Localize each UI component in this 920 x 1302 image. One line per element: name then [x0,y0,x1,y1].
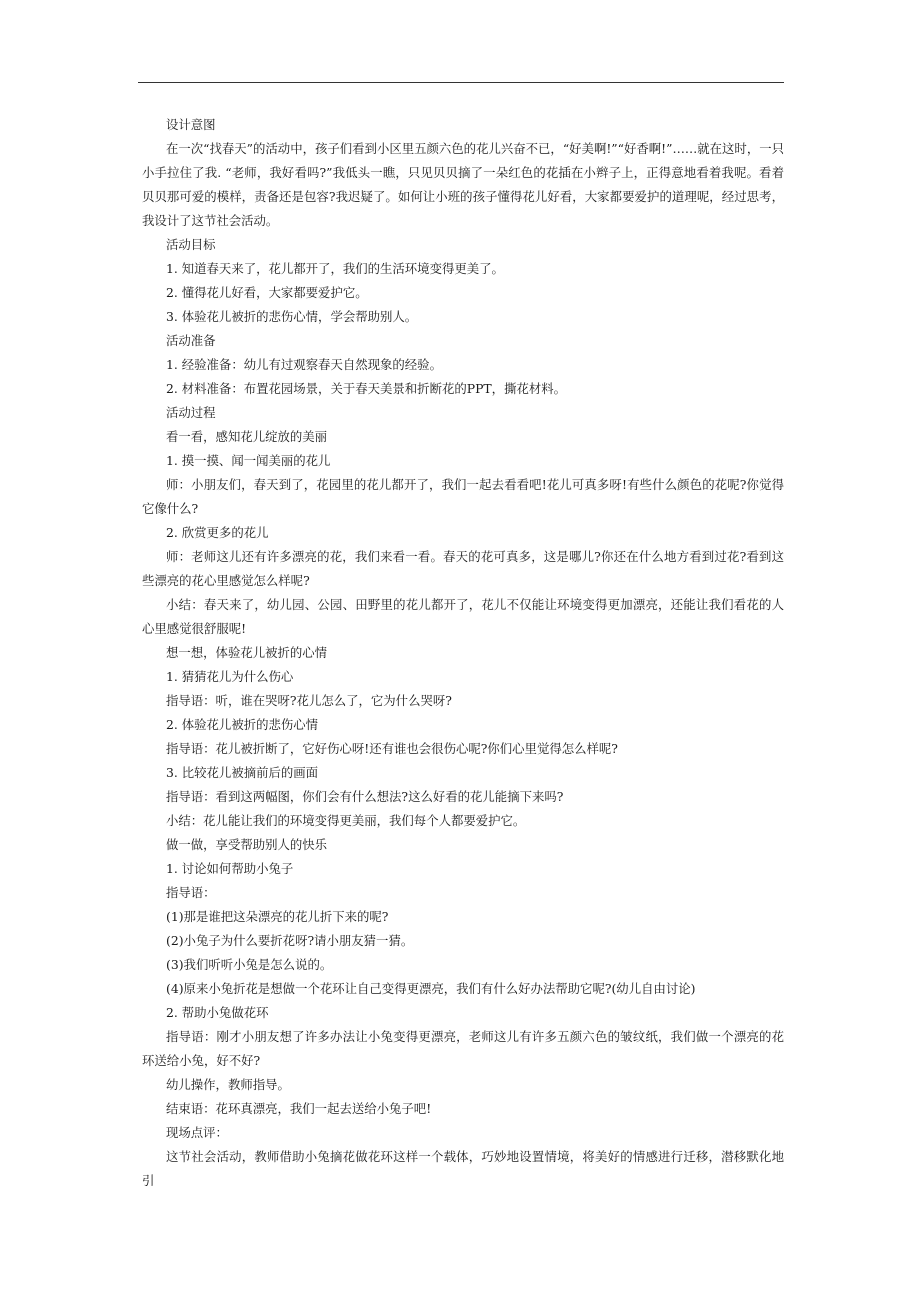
question-item: (2)小兔子为什么要折花呀?请小朋友猜一猜。 [166,933,414,948]
body-text: 结束语：花环真漂亮，我们一起去送给小兔子吧! [166,1101,432,1116]
body-text: 指导语： [166,885,216,900]
heading-activity-process: 活动过程 [166,405,216,420]
body-text: 指导语：刚才小朋友想了许多办法让小兔变得更漂亮，老师这儿有许多五颜六色的皱纹纸，我们做一个漂亮的花环送给小兔，好不好? [142,1029,784,1068]
step-heading: 2. 欣赏更多的花儿 [166,525,269,540]
heading-activity-prep: 活动准备 [166,333,216,348]
goal-item: 2. 懂得花儿好看，大家都要爱护它。 [166,285,368,300]
body-text: 指导语：花儿被折断了，它好伤心呀!还有谁也会很伤心呢?你们心里觉得怎么样呢? [166,741,618,756]
step-heading: 3. 比较花儿被摘前后的画面 [166,765,319,780]
body-text: 幼儿操作，教师指导。 [166,1077,290,1092]
section-heading: 想一想，体验花儿被折的心情 [166,645,328,660]
step-heading: 1. 讨论如何帮助小兔子 [166,861,294,876]
step-heading: 2. 帮助小兔做花环 [166,1005,269,1020]
goal-item: 3. 体验花儿被折的悲伤心情，学会帮助别人。 [166,309,418,324]
body-text: 师：老师这儿还有许多漂亮的花，我们来看一看。春天的花可真多，这是哪儿?你还在什么地方看到过花?看到这些漂亮的花心里感觉怎么样呢? [142,549,784,588]
document-body [142,113,784,1193]
section-heading: 看一看，感知花儿绽放的美丽 [166,429,328,444]
design-intent-text: 在一次“找春天”的活动中，孩子们看到小区里五颜六色的花儿兴奋不已，“好美啊!”“好香啊!”……就在这时，一只小手拉住了我. “老师，我好看吗?”我低头一瞧，只见贝贝摘了一朵红色的花插在小辫子上，正得意地看着我呢。看着贝贝那可爱的模样，责备还是包容?我迟疑了。如何让小班的孩子懂得花儿好看，大家都要爱护的道理呢，经过思考，我设计了这节社会活动。 [142,141,784,228]
heading-design-intent: 设计意图 [166,117,216,132]
section-heading: 做一做，享受帮助别人的快乐 [166,837,328,852]
body-text: 师：小朋友们，春天到了，花园里的花儿都开了，我们一起去看看吧!花儿可真多呀!有些什么颜色的花呢?你觉得它像什么? [142,477,784,516]
body-text: 指导语：看到这两幅图，你们会有什么想法?这么好看的花儿能摘下来吗? [166,789,564,804]
step-heading: 1. 猜猜花儿为什么伤心 [166,669,294,684]
question-item: (3)我们听听小兔是怎么说的。 [166,957,333,972]
body-text: 指导语：听，谁在哭呀?花儿怎么了，它为什么哭呀? [166,693,452,708]
step-heading: 1. 摸一摸、闻一闻美丽的花儿 [166,453,331,468]
question-item: (1)那是谁把这朵漂亮的花儿折下来的呢? [166,909,389,924]
summary-text: 小结：春天来了，幼儿园、公园、田野里的花儿都开了，花儿不仅能让环境变得更加漂亮，还能让我们看花的人心里感觉很舒服呢! [142,597,784,636]
header-rule [138,82,784,83]
heading-activity-goals: 活动目标 [166,237,216,252]
summary-text: 小结：花儿能让我们的环境变得更美丽，我们每个人都要爱护它。 [166,813,526,828]
question-item: (4)原来小兔折花是想做一个花环让自己变得更漂亮，我们有什么好办法帮助它呢?(幼儿自由讨论) [166,981,696,996]
heading-comment: 现场点评： [166,1125,228,1140]
comment-text: 这节社会活动，教师借助小兔摘花做花环这样一个载体，巧妙地设置情境，将美好的情感进行迁移，潜移默化地引 [142,1149,784,1188]
prep-item: 1. 经验准备：幼儿有过观察春天自然现象的经验。 [166,357,442,372]
step-heading: 2. 体验花儿被折的悲伤心情 [166,717,319,732]
goal-item: 1. 知道春天来了，花儿都开了，我们的生活环境变得更美了。 [166,261,504,276]
prep-item: 2. 材料准备：布置花园场景，关于春天美景和折断花的PPT，撕花材料。 [166,381,567,396]
